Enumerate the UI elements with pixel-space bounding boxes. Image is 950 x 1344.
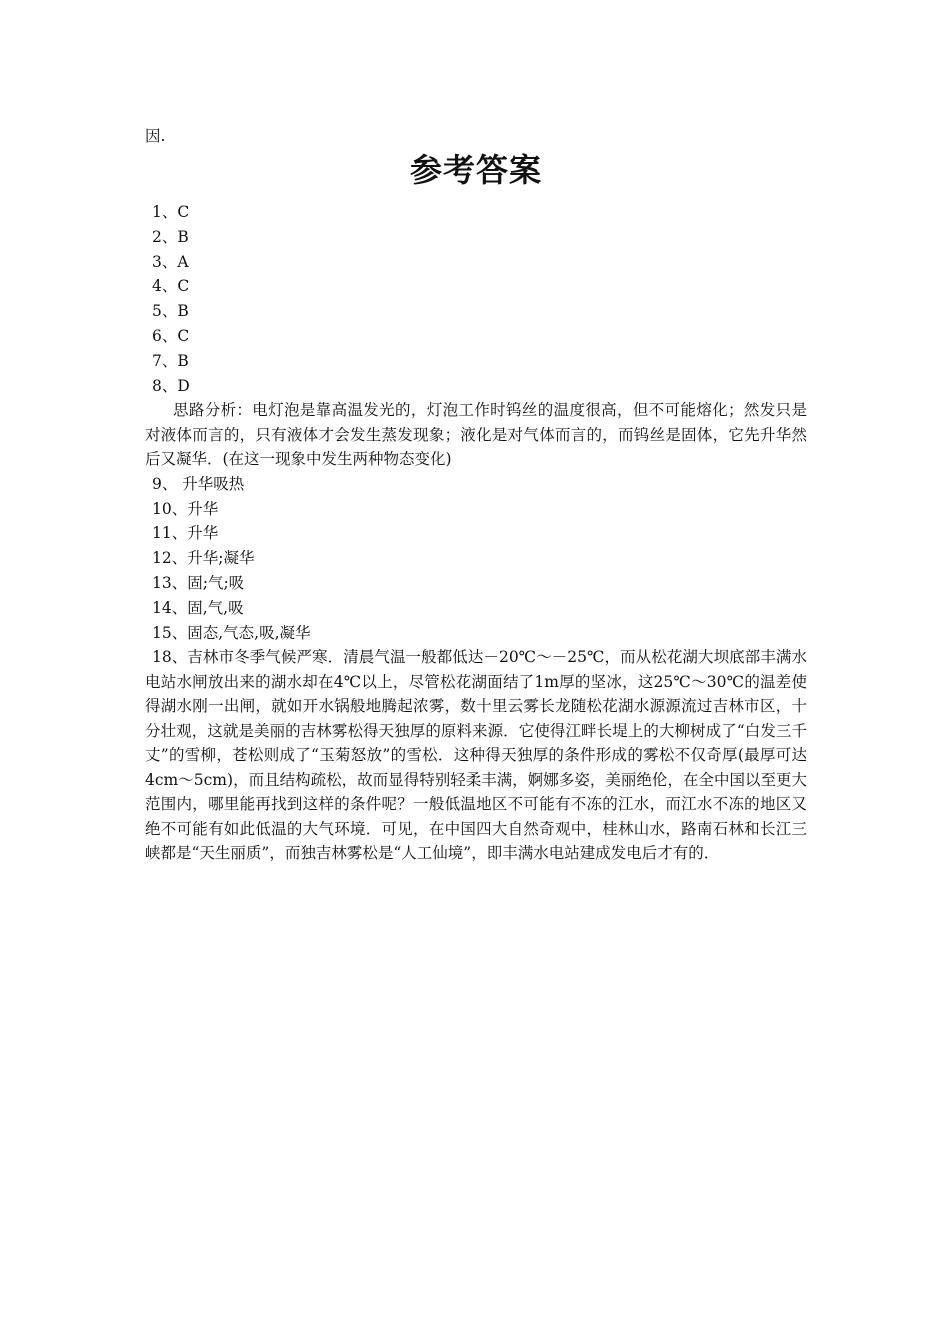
answer-item: 13、固;气;吸 (152, 574, 245, 593)
answer-item: 9、 升华吸热 (152, 474, 245, 493)
fill-answer-list (145, 472, 807, 646)
answer-item: 1、C (152, 203, 190, 221)
answer-item: 8、D (152, 376, 190, 395)
answer-item: 4、C (152, 277, 190, 296)
short-answer-list (145, 200, 807, 398)
analysis-paragraph: 思路分析：电灯泡是靠高温发光的，灯泡工作时钨丝的温度很高，但不可能熔化；然发只是对液体而言的，只有液体才会发生蒸发现象；液化是对气体而言的，而钨丝是固体，它先升华然后又凝华．(在这一现象中发生两种物态变化) (145, 401, 807, 469)
answer-item: 15、固态,气态,吸,凝华 (152, 623, 311, 642)
answer-item: 6、C (152, 326, 190, 345)
answer-item: 3、A (152, 252, 189, 271)
answer-item: 2、B (152, 227, 189, 246)
document-content (145, 124, 807, 866)
page-title: 参考答案 (409, 151, 542, 189)
answer-item: 10、升华 (152, 499, 219, 518)
answer-item: 14、固,气,吸 (152, 598, 244, 617)
answer-item: 11、升华 (152, 524, 219, 543)
answer-item: 7、B (152, 351, 189, 370)
continuation-text: 因. (145, 127, 166, 145)
answer-item: 5、B (152, 302, 189, 321)
answer-item: 12、升华;凝华 (152, 549, 255, 568)
answer-18-paragraph: 18、吉林市冬季气候严寒．清晨气温一般都低达－20℃～－25℃，而从松花湖大坝底部丰满水电站水闸放出来的湖水却在4℃以上，尽管松花湖面结了1m厚的坚冰，这25℃～30℃的温差使得湖水刚一出闸，就如开水锅般地腾起浓雾，数十里云雾长龙随松花湖水源源流过吉林市区，十分壮观，这就是美丽的吉林雾松得天独厚的原料来源．它使得江畔长堤上的大柳树成了“白发三千丈”的雪柳，苍松则成了“玉菊怒放”的雪松．这种得天独厚的条件形成的雾松不仅奇厚(最厚可达4cm～5cm)，而且结构疏松，故而显得特别轻柔丰满，婀娜多姿，美丽绝伦，在全中国以至更大范围内，哪里能再找到这样的条件呢？一般低温地区不可能有不冻的江水，而江水不冻的地区又绝不可能有如此低温的大气环境．可见，在中国四大自然奇观中，桂林山水，路南石林和长江三峡都是“天生丽质”，而独吉林雾松是“人工仙境”，即丰满水电站建成发电后才有的． (145, 648, 807, 863)
